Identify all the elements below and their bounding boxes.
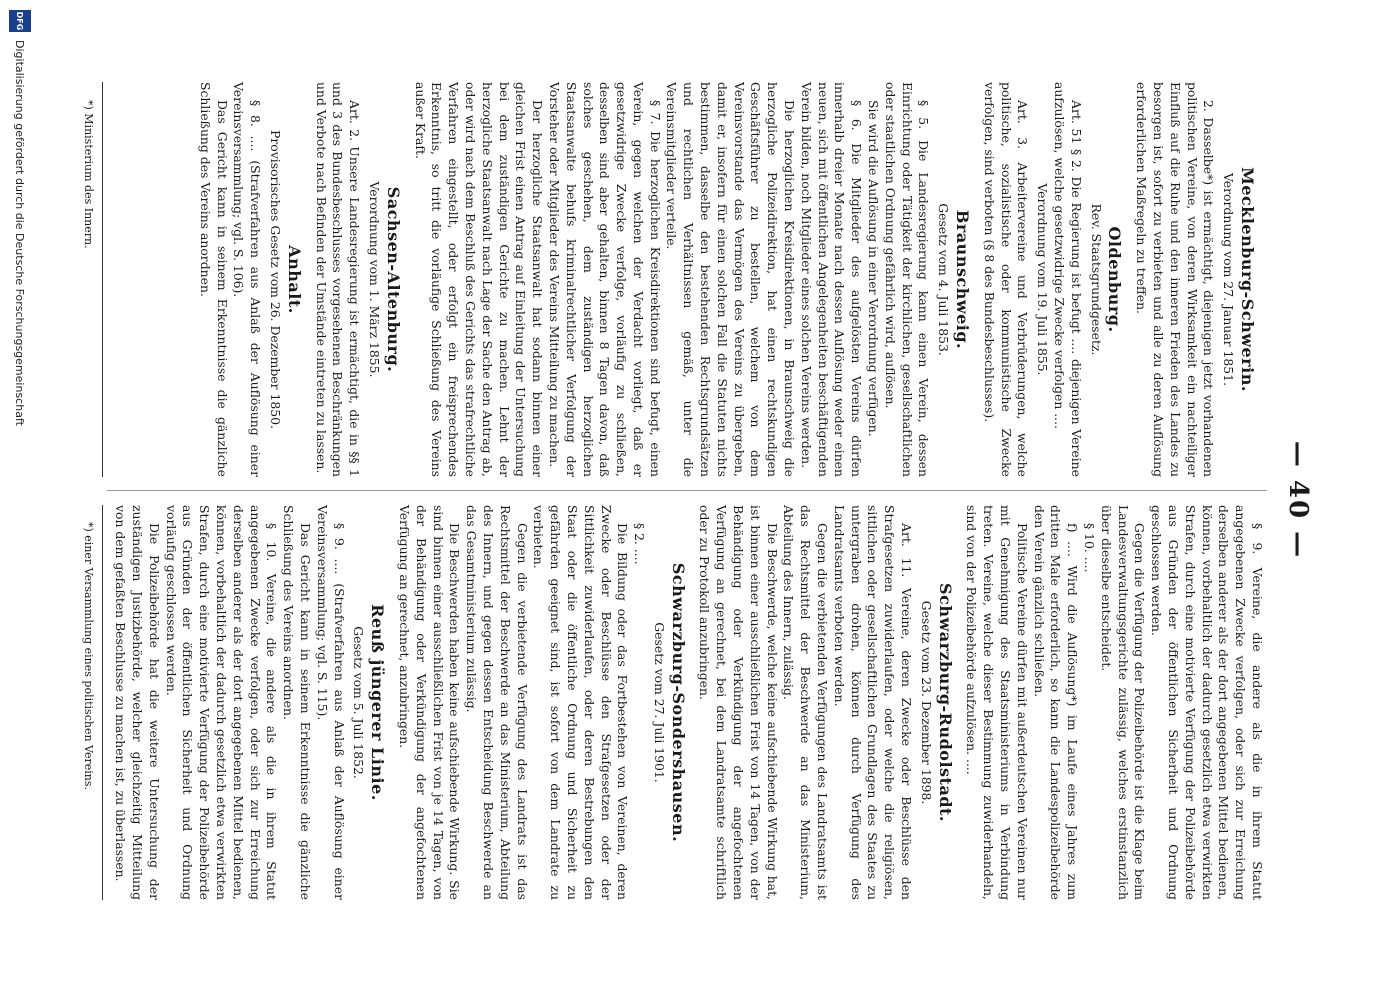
section-subheading: Verordnung vom 27. Januar 1851. <box>1221 172 1237 387</box>
section-heading: Braunschweig. <box>953 209 973 350</box>
page-number: — 40 — <box>1283 440 1313 560</box>
paragraph: Das Gericht kann in seinem Erkenntnisse die gänzliche Schließung des Vereins anordnen. <box>281 505 313 900</box>
paragraph: Politische Vereine dürfen mit außerdeutschen Vereinen nur mit Genehmigung des Staatsministeriums in Verbindung treten. Vereine, welche dieser Bestimmung zuwiderhandeln, sind von der Polizeibehörde aufzulösen. .... <box>964 505 1030 900</box>
section-subheading: Gesetz vom 4. Juli 1853. <box>936 203 952 356</box>
section-heading: Sachsen-Altenburg. <box>383 186 403 373</box>
paragraph: Die Beschwerden haben keine aufschiebende Wirkung. Sie sind binnen einer ausschließlichen Frist von je 14 Tagen, von der Behändigung oder Verkündigung der angefochtenen Verfügung an gerechnet, anzubringen. <box>396 505 463 900</box>
column-divider <box>107 490 1267 491</box>
section-subheading: Verordnung vom 1. März 1855. <box>366 181 382 378</box>
section-subheading: Provisorisches Gesetz vom 26. Dezember 1850. <box>267 130 283 429</box>
footnote-rule <box>102 505 103 900</box>
paragraph: Das Gericht kann in seinem Erkenntnisse die gänzliche Schließung des Vereins anordnen. <box>197 82 230 477</box>
paragraph: § 5. Die Landesregierung kann einen Verein, dessen Einrichtung oder Tätigkeit der kirchlichen, gesellschaftlichen oder staatlichen Ordnung gefährlich wird, auflösen. <box>882 82 932 477</box>
section-heading: Reuß jüngerer Linie. <box>368 604 388 801</box>
paragraph: 2. Dasselbe*) ist ermächtigt, diejenigen jetzt vorhandenen politischen Vereine, von deren Wirksamkeit ein nachteiliger Einfluß auf die Ruhe und den inneren Frieden des Landes zu besorgen ist, sofort zu verbieten und alle zu deren Auflösung erforderlichen Maßregeln zu treffen. <box>1134 82 1217 477</box>
paragraph: Die herzoglichen Kreisdirektionen, in Braunschweig die herzogliche Polizeidirektion, hat einen rechtskundigen Geschäftsführer zu bestellen, welchem von dem Vereinsvorstande das Vermögen des Vereins zu übergeben, damit er, insofern für einen solchen Fall die Statuten nichts bestimmen, dasselbe den bestehenden Rechtsgrundsätzen und rechtlichen Verhältnissen gemäß, unter die Vereinsmitglieder verteile. <box>664 82 798 477</box>
paragraph: Sie wird die Auflösung in einer Verordnung verfügen. <box>866 100 882 437</box>
section-heading: Mecklenburg-Schwerin. <box>1238 167 1257 392</box>
footnote-right: *) einer Versammlung eines politischen Vereins. <box>82 522 95 790</box>
paragraph: f) .... Wird die Auflösung*) im Laufe eines Jahres zum dritten Male erforderlich, so kann die Landespolizeibehörde den Verein gänzlich schließen. <box>1031 505 1081 900</box>
paragraph: Art. 2. Unsere Landesregierung ist ermächtigt, die in §§ 1 und 3 des Bundesbeschlusses vorgesehenen Beschränkungen und Verbote nach Befinden der Umstände eintreten zu lassen. <box>313 82 363 477</box>
footnote-rule <box>102 82 103 477</box>
section-heading: Schwarzburg-Sondershausen. <box>668 562 688 843</box>
footnote-left: *) Ministerium des Innern. <box>82 100 95 249</box>
dfg-logo: DFG <box>9 10 31 32</box>
paragraph: § 10. .... <box>1082 523 1098 573</box>
left-column <box>196 82 1265 477</box>
section-subheading: Gesetz vom 27. Juli 1901. <box>651 622 667 783</box>
paragraph: § 8. .... (Strafverfahren aus Anlaß der Auflösung einer Vereinsversammlung; vgl. S. 106). <box>231 82 264 477</box>
section-heading: Anhalt. <box>284 245 304 314</box>
paragraph: Der herzogliche Staatsanwalt hat sodann binnen einer gleichen Frist einen Antrag auf Einleitung der Untersuchung bei dem zuständigen Gerichte zu machen. Lehnt der herzogliche Staatsanwalt nach Lage der Sache den Antrag ab, oder wird nach dem Beschluß des Gerichts das strafrechtliche Verfahren eingestellt, oder erfolgt ein freisprechendes Erkenntnis, so tritt die vorläufige Schließung des Vereins außer Kraft. <box>412 82 546 477</box>
paragraph: Art. 11. Vereine, deren Zwecke oder Beschlüsse den Strafgesetzen zuwiderlaufen, oder welche die religiösen, sittlichen oder gesellschaftlichen Grundlagen des Staates zu untergraben drohen, können durch Verfügung des Landratsamts verboten werden. <box>831 505 915 900</box>
paragraph: § 6. Die Mitglieder des aufgelösten Vereins dürfen innerhalb dreier Monate nach dessen Auflösung weder einen neuen, sich mit öffentlichen Angelegenheiten beschäftigenden Verein bilden, noch Mitglieder eines solchen Vereins werden. <box>798 82 865 477</box>
section-subheading: Gesetz vom 23. Dezember 1898. <box>918 600 934 805</box>
paragraph: Die Beschwerde, welche keine aufschiebende Wirkung hat, ist binnen einer ausschließlichen Frist von 14 Tagen, von der Behändigung oder Verkündigung der angefochtenen Verfügung an gerechnet, bei dem Landratsamte schriftlich oder zu Protokoll anzubringen. <box>697 505 780 900</box>
paragraph: Gegen die Verfügung der Polizeibehörde ist die Klage beim Landesverwaltungsgerichte zulässig, welches erstinstanzlich über dieselbe entscheidet. <box>1098 505 1148 900</box>
section-subheading: Verordnung vom 19. Juli 1855. <box>1035 183 1051 376</box>
paragraph: Gegen die verbietende Verfügung des Landrats ist das Rechtsmittel der Beschwerde an das Ministerium, Abteilung des Innern, und gegen dessen Entscheidung Beschwerde an das Gesamtministerium zulässig. <box>464 505 530 900</box>
section-subheading: Gesetz vom 5. Juli 1852. <box>351 626 367 779</box>
paragraph: Gegen die verbietenden Verfügungen des Landratsamts ist das Rechtsmittel der Beschwerde an das Ministerium, Abteilung des Innern, zulässig. <box>781 505 831 900</box>
paragraph: Die Bildung oder das Fortbestehen von Vereinen, deren Zwecke oder Beschlüsse den Strafgesetzen oder der Sittlichkeit zuwiderlaufen, oder deren Bestrebungen den Staat oder die öffentliche Ordnung und Sicherheit zu gefährden geeignet sind, ist sofort von dem Landrate zu verbieten. <box>531 505 631 900</box>
section-subheading: Rev. Staatsgrundgesetz. <box>1088 203 1104 356</box>
section-heading: Oldenburg. <box>1105 226 1125 333</box>
paragraph: § 10. Vereine, die andere als die in ihrem Statut angegebenen Zwecke verfolgen, oder sich zur Erreichung derselben anderer als der dort angegebenen Mittel bedienen, können, vorbehaltlich der dadurch gesetzlich etwa verwirkten Strafen, durch eine motivierte Verfügung der Polizeibehörde aus Gründen der öffentlichen Sicherheit und Ordnung vorläufig geschlossen werden. <box>163 505 280 900</box>
paragraph: § 7. Die herzoglichen Kreisdirektionen sind befugt, einen Verein, gegen welchen der Verdacht vorliegt, daß er gesetzwidrige Zwecke verfolge, vorläufig zu schließen, desselben sind aber gehalten, binnen 8 Tagen davon, daß solches geschehen, dem zuständigen herzoglichen Staatsanwalte behufs kriminalrechtlicher Verfolgung der Vorsteher oder Mitglieder des Vereins Mitteilung zu machen. <box>546 82 663 477</box>
funding-notice: Digitalisierung gefördert durch die Deutsche Forschungsgemeinschaft <box>13 40 27 426</box>
paragraph: Die Polizeibehörde hat die weitere Untersuchung der zuständigen Justizbehörde, welcher gleichzeitig Mitteilung von dem gefaßten Beschlusse zu machen ist, zu überlassen. <box>113 505 162 900</box>
paragraph: § 9. .... (Strafverfahren aus Anlaß der Auflösung einer Vereinsversammlung; vgl. S. 115). <box>314 505 347 900</box>
footer-strip <box>0 0 40 1000</box>
right-column <box>111 505 1265 900</box>
section-heading: Schwarzburg-Rudolstadt. <box>935 583 955 822</box>
paragraph: Art. 3. Arbeitervereine und Verbrüderungen, welche politische, sozialistische oder kommunistische Zwecke verfolgen, sind verboten (§ 8 des Bundesbeschlusses). <box>981 82 1031 477</box>
paragraph: Art. 51 § 2. Die Regierung ist befugt .... diejenigen Vereine aufzulösen, welche gesetzwidrige Zwecke verfolgen .... <box>1052 82 1084 477</box>
paragraph: § 9. Vereine, die andere als die in ihrem Statut angegebenen Zwecke verfolgen, oder sich zur Erreichung derselben anderer als der dort angegebenen Mittel bedienen, können, vorbehaltlich der dadurch gesetzlich etwa verwirkten Strafen, durch eine motivierte Verfügung der Polizeibehörde aus Gründen der öffentlichen Sicherheit und Ordnung geschlossen werden. <box>1149 505 1265 900</box>
paragraph: § 2. .... <box>632 523 648 565</box>
